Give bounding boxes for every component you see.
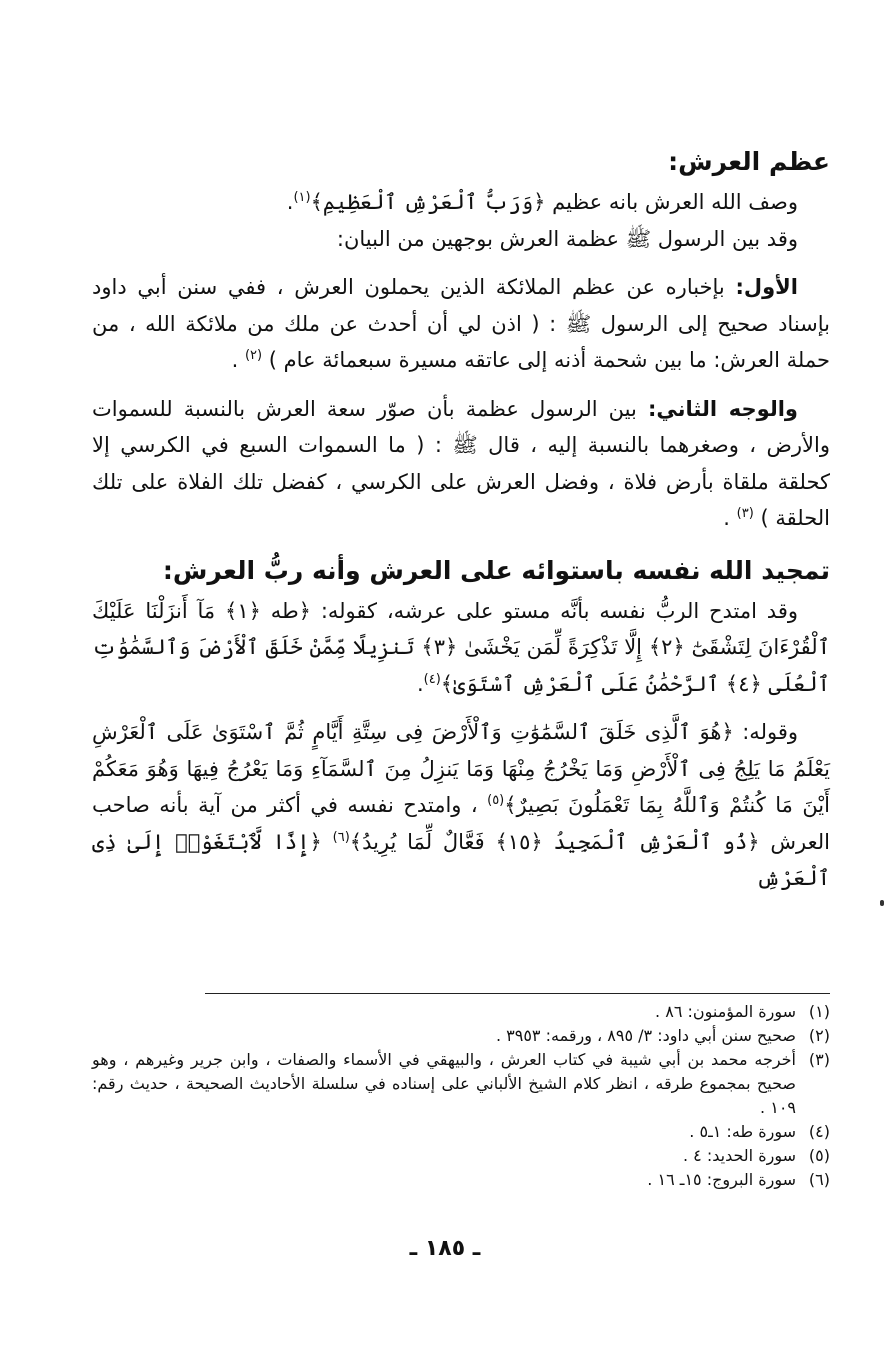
paragraph-his-saying xyxy=(92,714,830,897)
footnote-ref: (٢) xyxy=(244,348,263,363)
paragraph-lead: والوجه الثاني: xyxy=(647,396,798,421)
footnote-number: (٣) xyxy=(808,1050,830,1069)
paragraph-praise-istawa xyxy=(92,593,830,703)
footnote-number: (١) xyxy=(808,1002,830,1021)
main-text xyxy=(92,140,830,897)
footnote-ref: (٦) xyxy=(332,829,350,845)
footnote-number: (٦) xyxy=(808,1170,830,1189)
footnote-ref: (١) xyxy=(293,190,311,205)
quran-quote: ﴿وَرَبُّ ٱلْعَرْشِ ٱلْعَظِيمِ﴾ xyxy=(310,190,546,214)
paragraph-throne-described-great xyxy=(92,184,830,221)
footnote-item xyxy=(92,1120,830,1144)
footnotes xyxy=(92,1000,830,1192)
paragraph-end: . xyxy=(286,190,294,214)
quran-quote: ﴿ذُو ٱلْعَرْشِ ٱلْمَجِيدُ ﴿١٥﴾ فَعَّالٌ لِّمَا يُرِيدُ﴾ xyxy=(349,829,760,854)
footnote-item xyxy=(92,1048,830,1120)
quran-quote: ﴿طه ﴿١﴾ مَآ أَنزَلْنَا عَلَيْكَ ٱلْقُرْءَانَ لِتَشْقَىٰٓ ﴿٢﴾ إِلَّا تَذْكِرَةً لِّمَن يَخْشَىٰ ﴿٣﴾ تَنزِيلًا مِّمَّنْ خَلَقَ ٱلْأَرْضَ وَٱلسَّمَٰوَٰتِ ٱلْعُلَى ﴿٤﴾ ٱلرَّحْمَٰنُ عَلَى ٱلْعَرْشِ ٱسْتَوَىٰ﴾ xyxy=(92,598,831,696)
footnote-number: (٢) xyxy=(808,1026,830,1045)
footnote-item xyxy=(92,1144,830,1168)
paragraph-text-continued: ، وامتدح نفسه في أكثر من آية بأنه صاحب العرش xyxy=(92,793,830,854)
section-heading-throne-greatness: عظم العرش: xyxy=(668,147,830,176)
footnote-number: (٥) xyxy=(808,1146,830,1165)
quran-quote: ﴿هُوَ ٱلَّذِى خَلَقَ ٱلسَّمَٰوَٰتِ وَٱلْأَرْضَ فِى سِتَّةِ أَيَّامٍ ثُمَّ ٱسْتَوَىٰ عَلَى ٱلْعَرْشِ يَعْلَمُ مَا يَلِجُ فِى ٱلْأَرْضِ وَمَا يَخْرُجُ مِنْهَا وَمَا يَنزِلُ مِنَ ٱلسَّمَآءِ وَمَا يَعْرُجُ فِيهَا وَهُوَ مَعَكُمْ أَيْنَ مَا كُنتُمْ وَٱللَّهُ بِمَا تَعْمَلُونَ بَصِيرٌ﴾ xyxy=(92,720,830,817)
footnote-item xyxy=(92,1000,830,1024)
footnote-text: سورة البروج: ١٥ـ ١٦ . xyxy=(647,1170,796,1189)
paragraph-text: وصف الله العرش بانه عظيم xyxy=(552,190,798,214)
paragraph-first-aspect xyxy=(92,269,830,379)
page-number: ـ ١٨٥ ـ xyxy=(409,1236,481,1261)
paragraph-end: . xyxy=(231,348,239,372)
margin-mark xyxy=(880,900,884,906)
footnote-ref: (٤) xyxy=(423,671,441,687)
paragraph-text: وقوله: xyxy=(742,720,798,744)
paragraph-lead: الأول: xyxy=(735,275,798,299)
footnote-item xyxy=(92,1024,830,1048)
paragraph-second-aspect xyxy=(92,391,830,537)
quran-quote: ﴿إِذًا لَّٱبْتَغَوْا۟ إِلَىٰ ذِى ٱلْعَرْشِ xyxy=(92,829,830,890)
paragraph-text: وقد امتدح الربُّ نفسه بأنَّه مستو على عرشه، كقوله: xyxy=(320,598,798,623)
footnote-text: أخرجه محمد بن أبي شيبة في كتاب العرش ، والبيهقي في الأسماء والصفات ، وابن جرير وغيرهم ، وهو صحيح بمجموع طرقه ، انظر كلام الشيخ الألباني على إسناده في سلسلة الأحاديث الصحيحة ، حديث رقم: ١٠٩ . xyxy=(92,1050,796,1117)
footnote-number: (٤) xyxy=(808,1122,830,1141)
footnote-text: سورة طه: ١ـ٥ . xyxy=(689,1122,796,1141)
footnote-text: سورة المؤمنون: ٨٦ . xyxy=(655,1002,796,1021)
footnote-ref: (٣) xyxy=(736,506,754,521)
paragraph-end: . xyxy=(416,671,424,696)
paragraph-text: بإخباره عن عظم الملائكة الذين يحملون العرش ، ففي سنن أبي داود بإسناد صحيح إلى الرسول ﷺ : ( اذن لي أن أحدث عن ملك من ملائكة الله ، من حملة العرش: ما بين شحمة أذنه إلى عاتقه مسيرة سبعمائة عام ) xyxy=(92,275,830,372)
footnote-divider xyxy=(205,993,830,994)
footnote-text: صحيح سنن أبي داود: ٣/ ٨٩٥ ، ورقمه: ٣٩٥٣ . xyxy=(495,1026,796,1045)
paragraph-two-aspects: وقد بين الرسول ﷺ عظمة العرش بوجهين من البيان: xyxy=(336,226,798,251)
footnote-item xyxy=(92,1168,830,1192)
footnote-text: سورة الحديد: ٤ . xyxy=(682,1146,796,1165)
paragraph-end: . xyxy=(723,506,730,530)
paragraph-text: بين الرسول عظمة بأن صوّر سعة العرش بالنسبة للسموات والأرض ، وصغرهما بالنسبة إليه ، قال ﷺ : ( ما السموات السبع في الكرسي إلا كحلقة ملقاة بأرض فلاة ، وفضل العرش على الكرسي ، كفضل تلك الفلاة على تلك الحلقة ) xyxy=(92,396,830,530)
section-heading-glorification: تمجيد الله نفسه باستوائه على العرش وأنه ربُّ العرش: xyxy=(162,555,830,585)
footnote-ref: (٥) xyxy=(487,793,505,808)
